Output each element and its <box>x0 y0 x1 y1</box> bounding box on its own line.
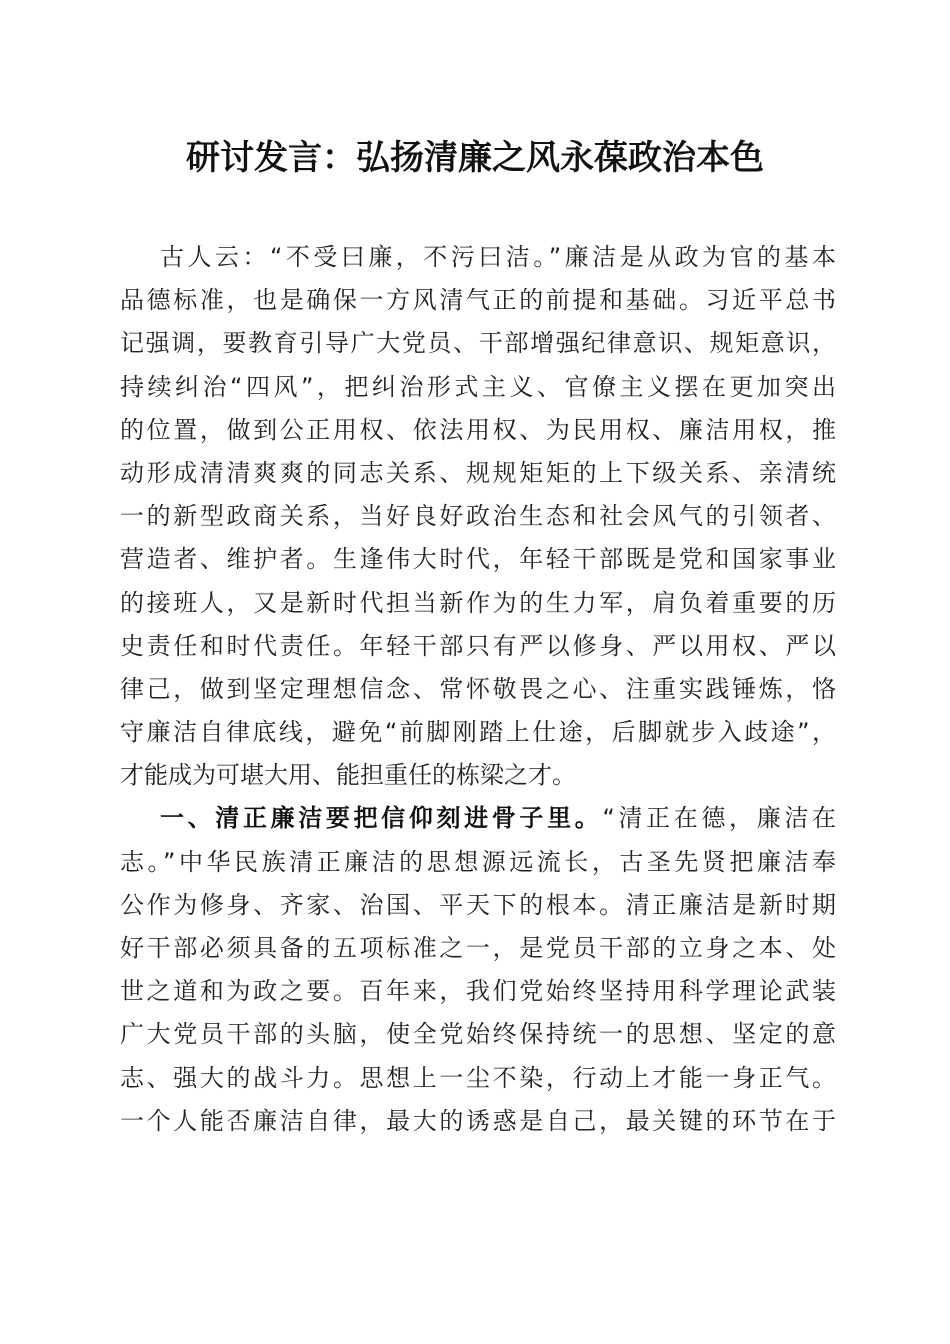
paragraph-line: 记强调，要教育引导广大党员、干部增强纪律意识、规矩意识， <box>120 329 836 358</box>
document-title: 研讨发言：弘扬清廉之风永葆政治本色 <box>186 138 764 178</box>
paragraph-line: 的位置，做到公正用权、依法用权、为民用权、廉洁用权，推 <box>120 415 836 444</box>
paragraph-section-one <box>120 797 836 1143</box>
section-first-line-rest: “清正在德，廉洁在 <box>602 804 836 833</box>
paragraph-line: 营造者、维护者。生逢伟大时代，年轻干部既是党和国家事业 <box>120 545 836 574</box>
paragraph-line: 志。”中华民族清正廉洁的思想源远流长，古圣先贤把廉洁奉 <box>120 847 836 876</box>
paragraph-line: 的接班人，又是新时代担当新作为的生力军，肩负着重要的历 <box>120 588 836 617</box>
section-first-line <box>120 797 836 840</box>
paragraph-line: 一个人能否廉洁自律，最大的诱惑是自己，最关键的环节在于 <box>120 1106 836 1135</box>
paragraph-line: 志、强大的战斗力。思想上一尘不染，行动上才能一身正气。 <box>120 1063 836 1092</box>
paragraph-line: 一的新型政商关系，当好良好政治生态和社会风气的引领者、 <box>120 502 836 531</box>
paragraph-line: 持续纠治“四风”，把纠治形式主义、官僚主义摆在更加突出 <box>120 372 836 401</box>
paragraph-line: 动形成清清爽爽的同志关系、规规矩矩的上下级关系、亲清统 <box>120 458 836 487</box>
paragraph-line: 古人云：“不受曰廉，不污曰洁。”廉洁是从政为官的基本 <box>160 243 836 271</box>
paragraph-line: 律己，做到坚定理想信念、常怀敬畏之心、注重实践锤炼，恪 <box>120 674 836 703</box>
paragraph-line: 史责任和时代责任。年轻干部只有严以修身、严以用权、严以 <box>120 631 836 660</box>
paragraph-line: 公作为修身、齐家、治国、平天下的根本。清正廉洁是新时期 <box>120 890 836 919</box>
paragraph-line: 世之道和为政之要。百年来，我们党始终坚持用科学理论武装 <box>120 977 836 1006</box>
section-heading: 一、清正廉洁要把信仰刻进骨子里。 <box>160 804 603 833</box>
paragraph-line: 好干部必须具备的五项标准之一，是党员干部的立身之本、处 <box>120 934 836 962</box>
paragraph-intro <box>120 236 836 797</box>
paragraph-line: 守廉洁自律底线，避免“前脚刚踏上仕途，后脚就步入歧途”， <box>120 718 836 747</box>
paragraph-line: 品德标准，也是确保一方风清气正的前提和基础。习近平总书 <box>120 286 836 315</box>
paragraph-line: 才能成为可堪大用、能担重任的栋梁之才。 <box>120 761 576 790</box>
paragraph-line: 广大党员干部的头脑，使全党始终保持统一的思想、坚定的意 <box>120 1020 836 1049</box>
document-body <box>120 236 836 1143</box>
